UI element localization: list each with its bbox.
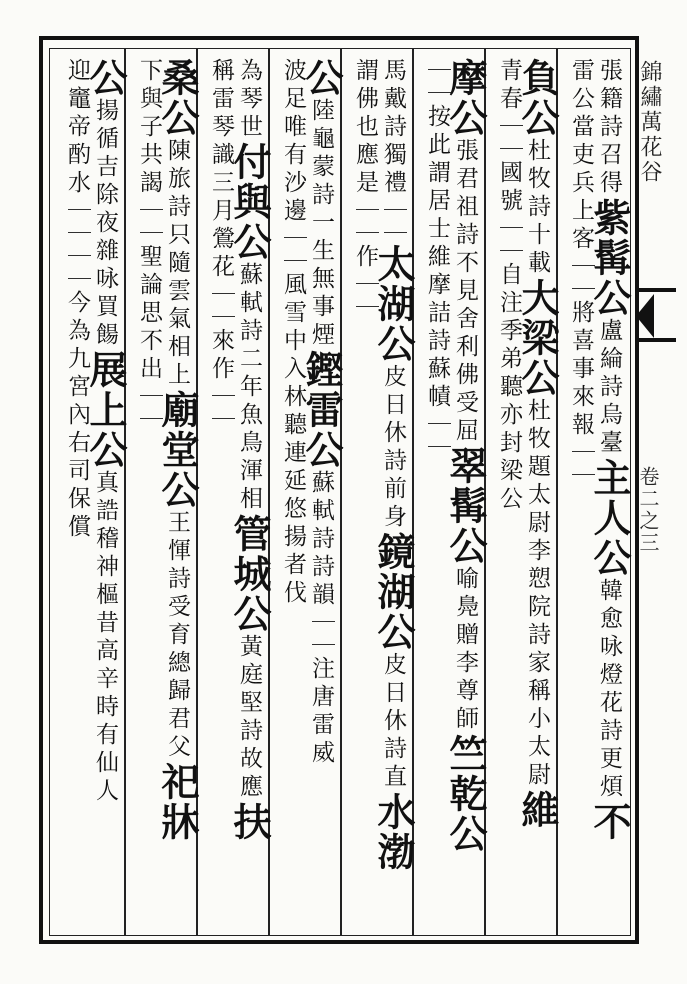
annotation-text: 蘇軾詩二年魚鳥渾相 — [236, 262, 262, 514]
repeat-mark: ｜｜ — [136, 198, 162, 244]
annotation-text: 波足唯有沙邊 — [280, 58, 306, 226]
headword: 摩公 — [443, 58, 488, 138]
annotation-text: 杜牧詩十載 — [524, 138, 550, 278]
annotation-text: 為琴世 — [236, 58, 262, 142]
annotation-text: 今為九宮內右司保償 — [64, 290, 90, 542]
column-rule — [340, 48, 342, 936]
volume-label: 卷二之三 — [636, 466, 660, 554]
text-column — [443, 58, 488, 928]
repeat-mark: ｜｜ — [496, 114, 522, 160]
fish-tail-mark — [636, 294, 654, 338]
annotation-text: 國號 — [496, 160, 522, 216]
headword: 公 — [83, 58, 128, 98]
repeat-mark: ｜｜ — [380, 198, 406, 244]
repeat-mark: ｜｜ — [424, 412, 450, 458]
repeat-mark: ｜｜ — [136, 384, 162, 430]
annotation-text: 皮日休詩前身 — [380, 364, 406, 532]
annotation-text: 蘇軾詩詩韻 — [308, 470, 334, 610]
annotation-text: 馬戴詩獨禮 — [380, 58, 406, 198]
headword: 水渤 — [371, 792, 416, 872]
text-column — [486, 58, 520, 928]
headword: 竺乾公 — [443, 734, 488, 854]
annotation-text: 應是 — [352, 142, 378, 198]
text-column — [54, 58, 88, 928]
repeat-mark: ｜｜ — [64, 198, 90, 244]
text-column — [342, 58, 376, 928]
annotation-text: 雷公當吏兵 — [568, 58, 594, 198]
repeat-mark: ｜｜ — [352, 198, 378, 244]
headword: 展上公 — [83, 350, 128, 470]
headword: 公 — [299, 58, 344, 98]
text-column — [270, 58, 304, 928]
text-column — [414, 58, 448, 928]
headword: 維 — [515, 790, 560, 830]
annotation-text: 下與子共謁 — [136, 58, 162, 198]
repeat-mark: ｜｜ — [424, 58, 450, 104]
annotation-text: 按此謂居士維摩詰 — [424, 104, 450, 328]
fish-tail-rule-bottom — [636, 338, 676, 342]
headword: 祀牀 — [155, 762, 200, 842]
repeat-mark: ｜｜ — [64, 244, 90, 290]
repeat-mark: ｜｜ — [208, 384, 234, 430]
annotation-text: 稱雷琴 — [208, 58, 234, 142]
headword: 付與公 — [227, 142, 272, 262]
repeat-mark: ｜｜ — [568, 440, 594, 486]
headword: 紫髯公 — [587, 198, 632, 318]
annotation-text: 陸龜蒙詩一生無事煙 — [308, 98, 334, 350]
headword: 桑公 — [155, 58, 200, 138]
annotation-text: 來作 — [208, 328, 234, 384]
annotation-text: 聖論思不出 — [136, 244, 162, 384]
repeat-mark: ｜｜ — [308, 610, 334, 656]
annotation-text: 杜牧題太尉李愬院詩家稱小太尉 — [524, 398, 550, 790]
annotation-text: 喻鳧贈李尊師 — [452, 566, 478, 734]
headword: 負公 — [515, 58, 560, 138]
repeat-mark: ｜｜ — [280, 226, 306, 272]
headword: 扶 — [227, 802, 272, 842]
book-title: 錦繡萬花谷 — [637, 60, 662, 185]
text-column — [155, 58, 200, 928]
column-rule — [124, 48, 126, 936]
text-column — [83, 58, 128, 928]
headword: 廟堂公 — [155, 390, 200, 510]
text-column — [558, 58, 592, 928]
text-column — [515, 58, 560, 928]
annotation-text: 盧綸詩烏臺 — [596, 318, 622, 458]
headword: 主人公 — [587, 458, 632, 578]
annotation-text: 上客 — [568, 198, 594, 254]
annotation-text: 揚循吉除夜雜咏買餳 — [92, 98, 118, 350]
annotation-text: 韓愈咏燈花詩更煩 — [596, 578, 622, 802]
text-column — [587, 58, 632, 928]
repeat-mark: ｜｜ — [352, 272, 378, 318]
fish-tail-rule-top — [636, 288, 676, 292]
headword: 鏡湖公 — [371, 532, 416, 652]
repeat-mark: ｜｜ — [568, 254, 594, 300]
text-column — [371, 58, 416, 928]
annotation-text: 將喜事來報 — [568, 300, 594, 440]
annotation-text: 作 — [352, 244, 378, 272]
annotation-text: 陳旅詩只隨雲氣相上 — [164, 138, 190, 390]
annotation-text: 青春 — [496, 58, 522, 114]
text-column — [126, 58, 160, 928]
headword: 翠髯公 — [443, 446, 488, 566]
headword: 太湖公 — [371, 244, 416, 364]
annotation-text: 自注季弟聽亦封梁公 — [496, 262, 522, 514]
repeat-mark: ｜｜ — [208, 282, 234, 328]
annotation-text: 詩蘇幘 — [424, 328, 450, 412]
annotation-text: 注唐雷威 — [308, 656, 334, 768]
annotation-text: 風雪中入林聽連延悠揚者伐 — [280, 272, 306, 608]
center-margin — [630, 48, 670, 936]
annotation-text: 王惲詩受育總歸君父 — [164, 510, 190, 762]
annotation-text: 謂佛也 — [352, 58, 378, 142]
headword: 大梁公 — [515, 278, 560, 398]
annotation-text: 識三月鶯花 — [208, 142, 234, 282]
annotation-text: 迎竈帝酌水 — [64, 58, 90, 198]
annotation-text: 張籍詩召得 — [596, 58, 622, 198]
text-column — [299, 58, 344, 928]
headword: 鏗雷公 — [299, 350, 344, 470]
text-column — [198, 58, 232, 928]
annotation-text: 黃庭堅詩故應 — [236, 634, 262, 802]
text-column — [227, 58, 272, 928]
annotation-text: 皮日休詩直 — [380, 652, 406, 792]
headword: 不 — [587, 802, 632, 842]
headword: 管城公 — [227, 514, 272, 634]
annotation-text: 張君祖詩不見舍利佛受屈 — [452, 138, 478, 446]
annotation-text: 真誥稽神樞昔高辛時有仙人 — [92, 470, 118, 806]
repeat-mark: ｜｜ — [496, 216, 522, 262]
